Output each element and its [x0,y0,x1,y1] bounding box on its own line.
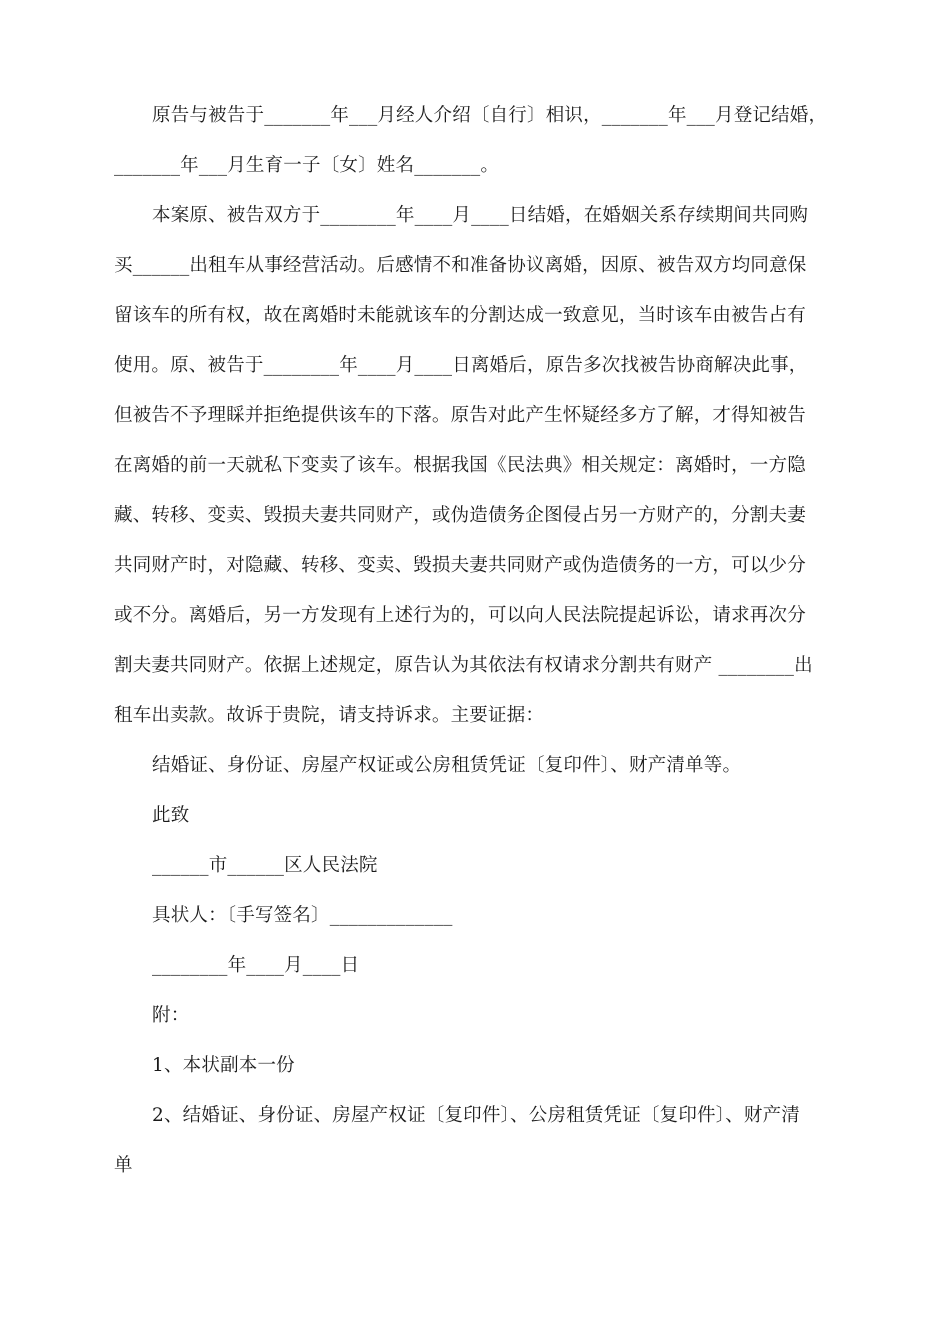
paragraph-case-line-1: 本案原、被告双方于________年____月____日结婚，在婚姻关系存续期间共同购 [152,205,809,226]
paragraph-case-line-4: 使用。原、被告于________年____月____日离婚后，原告多次找被告协商解决此事， [114,355,808,376]
date-line: ________年____月____日 [152,955,360,976]
paragraph-introduction-line-2: _______年___月生育一子〔女〕姓名_______。 [114,155,500,176]
attachment-item-1: 1、本状副本一份 [152,1055,295,1076]
attachment-heading: 附： [152,1005,190,1026]
paragraph-case-line-2: 买______出租车从事经营活动。后感情不和准备协议离婚，因原、被告双方均同意保 [114,255,807,276]
paragraph-case-line-3: 留该车的所有权，故在离婚时未能就该车的分割达成一致意见，当时该车由被告占有 [114,305,806,326]
attachment-item-2-line-1: 2、结婚证、身份证、房屋产权证〔复印件〕、公房租赁凭证〔复印件〕、财产清 [152,1105,800,1126]
paragraph-case-line-11: 租车出卖款。故诉于贵院，请支持诉求。主要证据： [114,705,545,726]
paragraph-introduction-line-1: 原告与被告于_______年___月经人介绍〔自行〕相识，_______年___月登记结婚， [152,105,828,126]
paragraph-case-line-7: 藏、转移、变卖、毁损夫妻共同财产，或伪造债务企图侵占另一方财产的，分割夫妻 [114,505,806,526]
signature-line: 具状人：〔手写签名〕_____________ [152,905,453,926]
paragraph-case-line-10: 割夫妻共同财产。依据上述规定，原告认为其依法有权请求分割共有财产 ________出 [114,655,813,676]
paragraph-case-line-9: 或不分。离婚后，另一方发现有上述行为的，可以向人民法院提起诉讼，请求再次分 [114,605,806,626]
paragraph-case-line-6: 在离婚的前一天就私下变卖了该车。根据我国《民法典》相关规定：离婚时，一方隐 [114,455,806,476]
evidence-list-line: 结婚证、身份证、房屋产权证或公房租赁凭证〔复印件〕、财产清单等。 [152,755,742,776]
salutation: 此致 [152,805,190,826]
paragraph-case-line-5: 但被告不予理睬并拒绝提供该车的下落。原告对此产生怀疑经多方了解，才得知被告 [114,405,806,426]
attachment-item-2-line-2: 单 [114,1155,133,1176]
paragraph-case-line-8: 共同财产时，对隐藏、转移、变卖、毁损夫妻共同财产或伪造债务的一方，可以少分 [114,555,806,576]
court-name: ______市______区人民法院 [152,855,378,876]
